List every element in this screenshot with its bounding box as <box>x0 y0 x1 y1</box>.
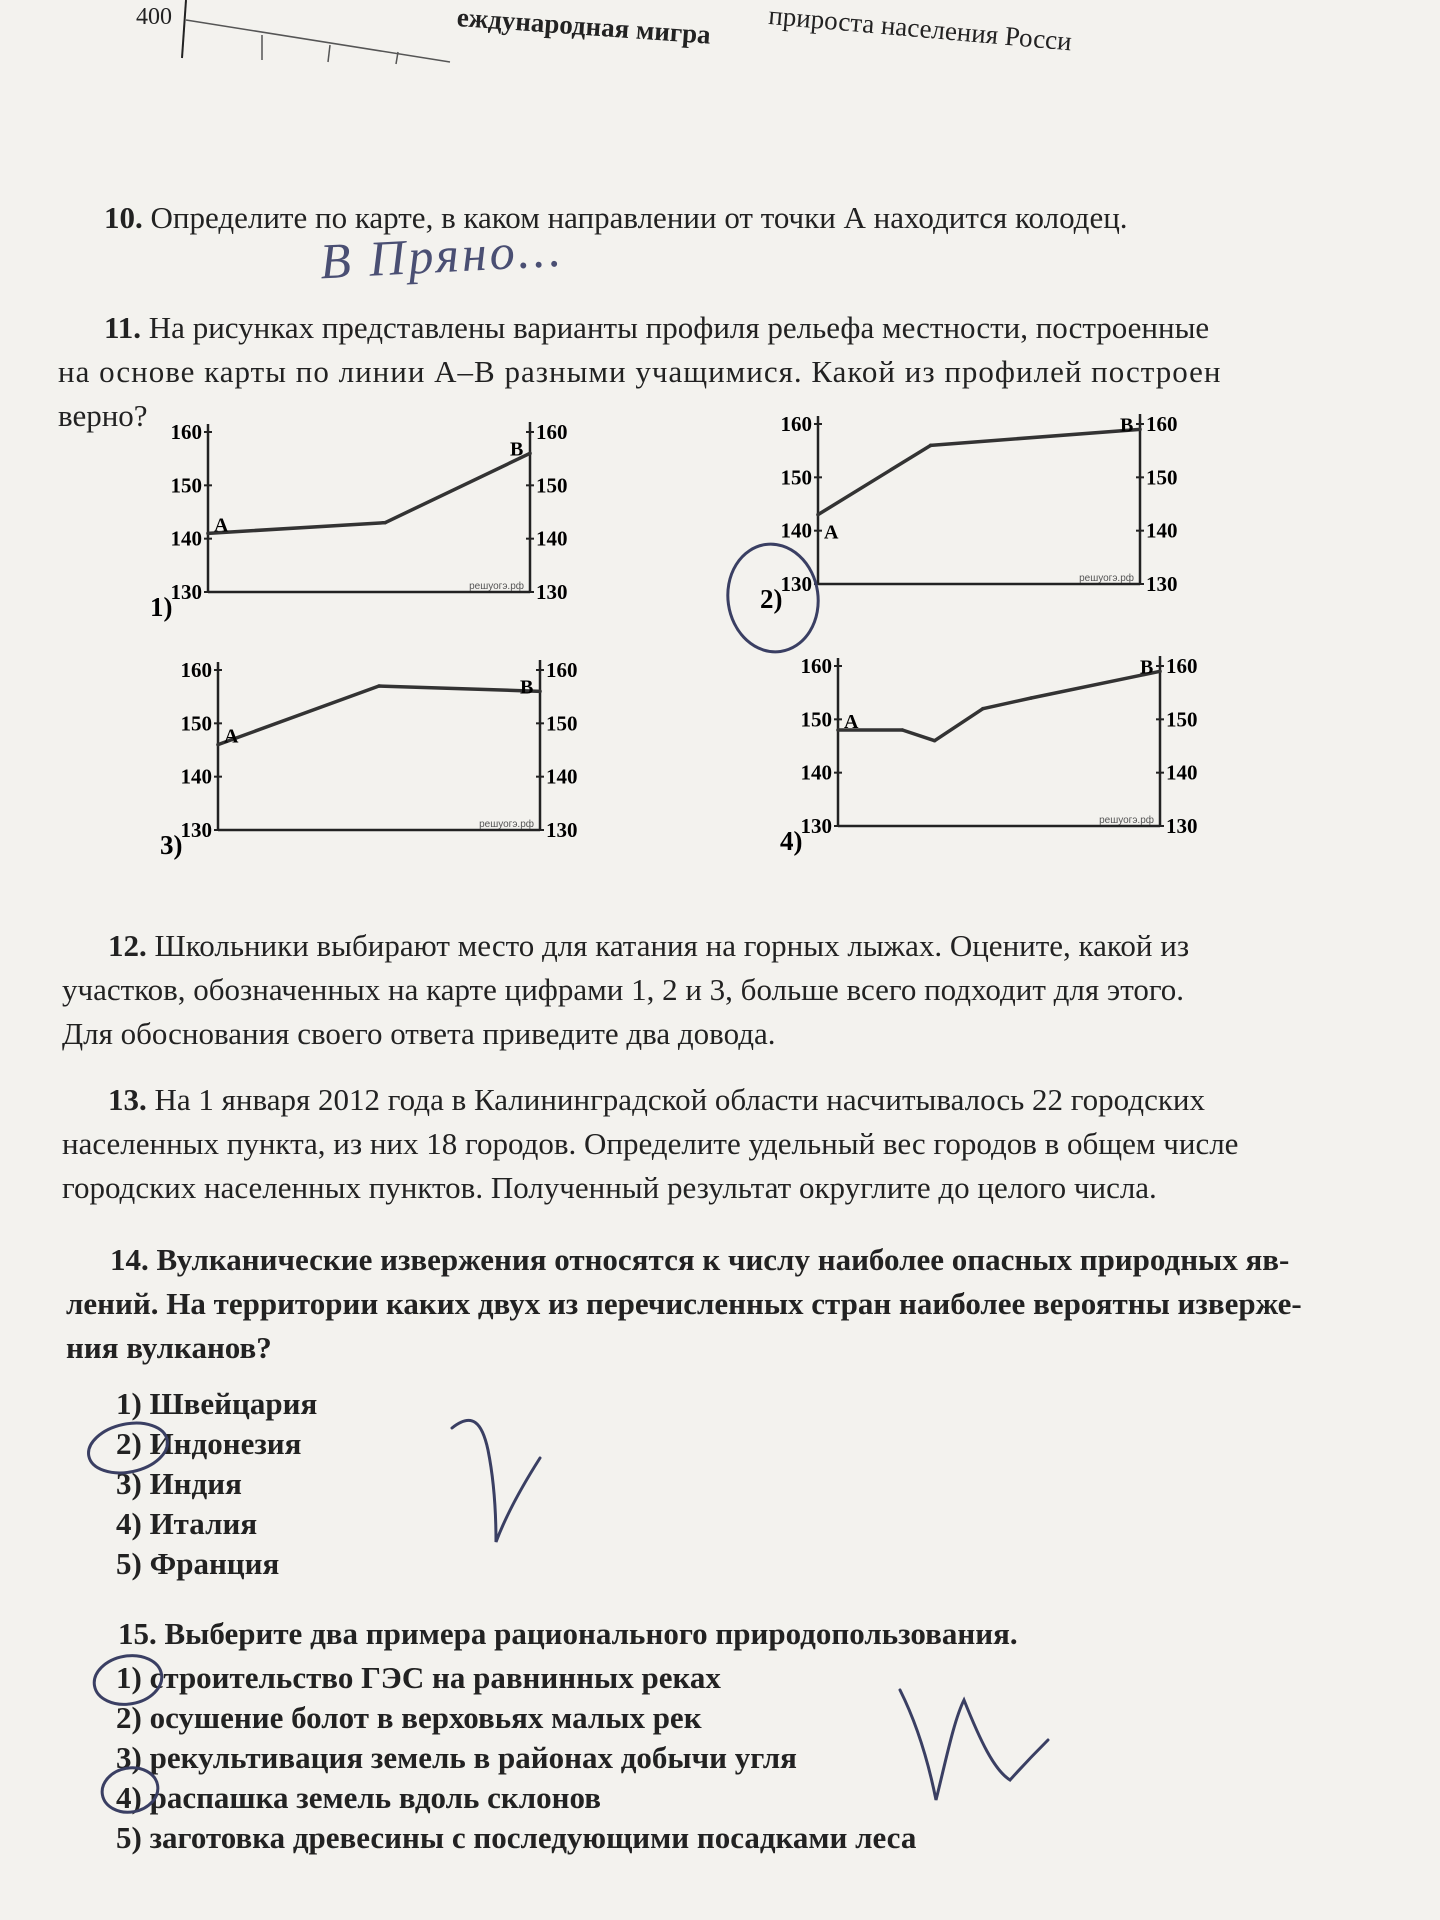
left-tick-label: 140 <box>780 518 812 543</box>
question-text-line2: лений. На территории каких двух из перечисленных стран наиболее вероятны изверже- <box>66 1286 1302 1321</box>
profile-point <box>377 684 381 688</box>
right-tick-label: 140 <box>1166 760 1198 785</box>
profile-line <box>818 429 1140 514</box>
left-tick-label: 140 <box>800 760 832 785</box>
question-text-line2: на основе карты по линии А–В разными учащимися. Какой из профилей построен <box>58 354 1222 389</box>
option-2: 2) Индонезия <box>116 1426 302 1461</box>
question-text-line1: На рисунках представлены варианты профиля рельефа местности, построенные <box>148 310 1210 345</box>
point-a-label: А <box>224 725 239 748</box>
profile-svg <box>780 646 1260 866</box>
option-1: 1) Швейцария <box>116 1386 318 1421</box>
profile-svg <box>160 650 640 870</box>
right-tick-label: 130 <box>546 818 578 842</box>
point-b-label: В <box>1120 414 1134 437</box>
profile-point <box>1158 670 1162 674</box>
profile-point <box>528 452 532 456</box>
option-number: 1) <box>150 592 173 622</box>
question-text-line2: участков, обозначенных на карте цифрами 1, 2 и 3, больше всего подходит для этого. <box>62 972 1185 1007</box>
handwritten-marks-q14 <box>80 1400 560 1580</box>
question-13 <box>62 1078 1362 1210</box>
profile-line <box>218 686 540 745</box>
right-tick-label: 160 <box>536 420 568 444</box>
point-b-label: В <box>510 438 524 461</box>
profile-chart-4 <box>780 646 1260 866</box>
question-10 <box>104 196 1128 240</box>
header-axis-lines <box>0 0 1440 80</box>
option-number: 3) <box>160 830 183 860</box>
header-fragment <box>0 0 1440 80</box>
left-tick-label: 140 <box>170 526 202 551</box>
question-text-line1: Вулканические извержения относятся к числу наиболее опасных природных яв- <box>156 1242 1290 1277</box>
question-text: Выберите два примера рационального природопользования. <box>164 1616 1018 1651</box>
right-tick-label: 130 <box>1166 814 1198 838</box>
left-tick-label: 140 <box>180 764 212 789</box>
left-tick-label: 130 <box>780 572 812 596</box>
left-tick-label: 150 <box>780 465 812 490</box>
question-number: 13. <box>108 1082 147 1117</box>
watermark: решуогэ.рф <box>1079 573 1134 584</box>
right-tick-label: 160 <box>546 658 578 682</box>
question-text-line3: городских населенных пунктов. Полученный результат округлите до целого числа. <box>62 1170 1157 1205</box>
left-tick-label: 130 <box>180 818 212 842</box>
profile-point <box>981 707 985 711</box>
question-text-line1: На 1 января 2012 года в Калининградской области насчитывалось 22 городских <box>154 1082 1205 1117</box>
point-b-label: В <box>1140 656 1154 679</box>
left-tick-label: 150 <box>800 707 832 732</box>
left-tick-label: 160 <box>180 658 212 682</box>
header-right-fragment: прироста населения Росси <box>767 0 1073 57</box>
right-tick-label: 140 <box>536 526 568 551</box>
profile-line <box>208 453 530 533</box>
question-text-line3: верно? <box>58 398 148 433</box>
option-number: 2) <box>760 584 783 614</box>
header-axis-value: 400 <box>136 4 172 30</box>
question-text-line2: населенных пункта, из них 18 городов. Определите удельный вес городов в общем числе <box>62 1126 1239 1161</box>
question-text: Определите по карте, в каком направлении от точки А находится колодец. <box>150 200 1128 235</box>
question-number: 11. <box>104 310 142 345</box>
profile-point <box>901 728 905 732</box>
handwritten-marks-q15 <box>90 1650 1070 1890</box>
point-b-label: В <box>520 676 534 699</box>
profile-point <box>816 513 820 517</box>
left-tick-label: 160 <box>170 420 202 444</box>
profile-point <box>1029 696 1033 700</box>
watermark: решуогэ.рф <box>1099 815 1154 826</box>
right-tick-label: 150 <box>536 473 568 498</box>
profile-point <box>1138 428 1142 432</box>
option-5: 5) Франция <box>116 1546 280 1581</box>
watermark: решуогэ.рф <box>469 581 524 592</box>
right-tick-label: 150 <box>1146 465 1178 490</box>
watermark: решуогэ.рф <box>479 819 534 830</box>
left-tick-label: 150 <box>180 711 212 736</box>
left-tick-label: 130 <box>170 580 202 604</box>
right-tick-label: 130 <box>1146 572 1178 596</box>
question-12 <box>62 924 1362 1056</box>
point-a-label: А <box>824 521 839 544</box>
option-5: 5) заготовка древесины с последующими посадками леса <box>116 1820 917 1855</box>
option-3: 3) рекультивация земель в районах добычи угля <box>116 1740 797 1775</box>
option-4: 4) распашка земель вдоль склонов <box>116 1780 601 1815</box>
option-4: 4) Италия <box>116 1506 258 1541</box>
profile-point <box>383 521 387 525</box>
right-tick-label: 150 <box>546 711 578 736</box>
left-tick-label: 160 <box>780 412 812 436</box>
question-number: 10. <box>104 200 143 235</box>
profile-point <box>836 728 840 732</box>
option-2: 2) осушение болот в верховьях малых рек <box>116 1700 702 1735</box>
question-14 <box>66 1238 1376 1370</box>
right-tick-label: 140 <box>1146 518 1178 543</box>
right-tick-label: 160 <box>1166 654 1198 678</box>
option-number: 4) <box>780 826 803 856</box>
profile-svg <box>760 404 1240 624</box>
question-number: 15. <box>118 1616 157 1651</box>
option-3: 3) Индия <box>116 1466 242 1501</box>
handwritten-answer-q10: В Пряно... <box>318 220 566 290</box>
right-tick-label: 160 <box>1146 412 1178 436</box>
left-tick-label: 150 <box>170 473 202 498</box>
profile-point <box>206 532 210 536</box>
question-text-line3: ния вулканов? <box>66 1330 272 1365</box>
profile-chart-2 <box>760 404 1240 624</box>
right-tick-label: 130 <box>536 580 568 604</box>
right-tick-label: 140 <box>546 764 578 789</box>
profile-point <box>216 743 220 747</box>
question-text-line1: Школьники выбирают место для катания на горных лыжах. Оцените, какой из <box>154 928 1190 963</box>
profile-svg <box>150 412 630 632</box>
option-1: 1) строительство ГЭС на равнинных реках <box>116 1660 721 1695</box>
profile-chart-3 <box>160 650 640 870</box>
handwritten-circle-q11 <box>718 538 828 668</box>
point-a-label: А <box>844 711 859 733</box>
profile-point <box>933 739 937 743</box>
left-tick-label: 130 <box>800 814 832 838</box>
question-text-line3: Для обоснования своего ответа приведите два довода. <box>62 1016 776 1051</box>
question-number: 12. <box>108 928 147 963</box>
profile-point <box>929 444 933 448</box>
point-a-label: А <box>214 514 229 537</box>
header-left-fragment: еждународная мигра <box>455 2 712 50</box>
profile-point <box>538 690 542 694</box>
right-tick-label: 150 <box>1166 707 1198 732</box>
profile-line <box>838 671 1160 740</box>
profile-chart-1 <box>150 412 630 632</box>
left-tick-label: 160 <box>800 654 832 678</box>
question-number: 14. <box>110 1242 149 1277</box>
